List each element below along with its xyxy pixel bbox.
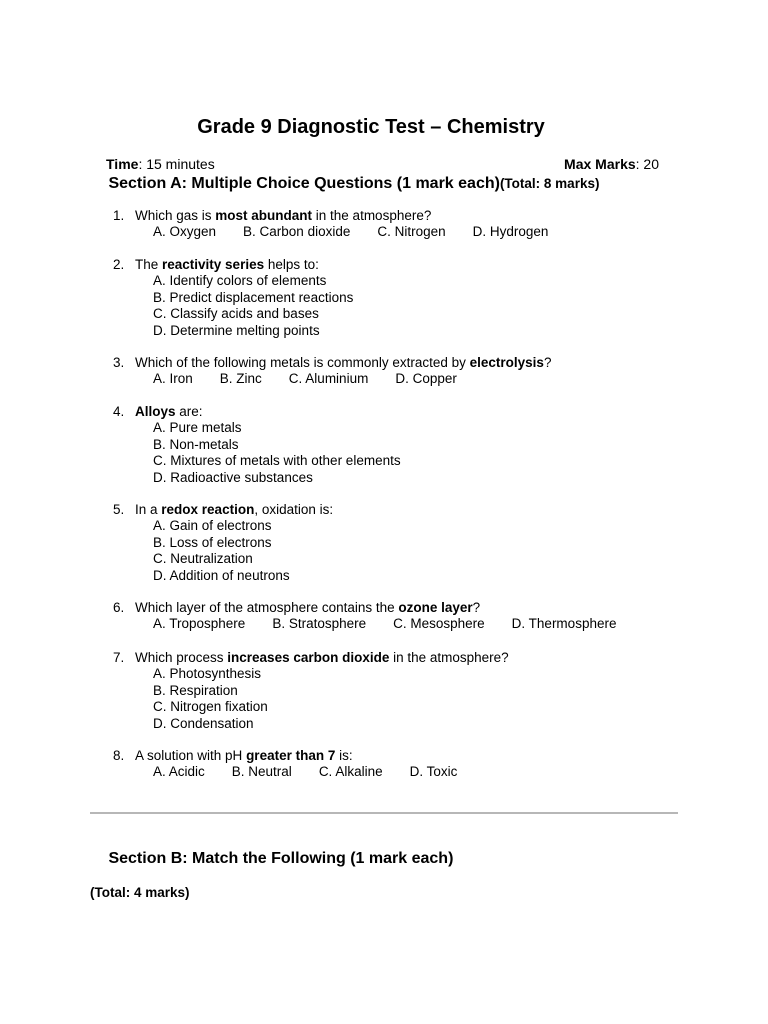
option: D. Copper xyxy=(395,371,457,387)
question-text: Which process xyxy=(135,650,228,665)
question-stem xyxy=(113,404,401,420)
option: B. Neutral xyxy=(231,764,292,780)
option: D. Determine melting points xyxy=(153,322,320,338)
question-stem xyxy=(113,600,643,616)
question-stem xyxy=(113,650,509,666)
question-text: helps to: xyxy=(264,257,319,272)
question-text: in the atmosphere? xyxy=(389,650,509,665)
option: B. Respiration xyxy=(153,682,238,698)
options xyxy=(153,616,643,632)
question-7 xyxy=(113,650,509,732)
question-stem xyxy=(113,257,353,273)
option: D. Addition of neutrons xyxy=(153,567,290,583)
option: B. Carbon dioxide xyxy=(243,224,351,240)
question-keyword: greater than 7 xyxy=(246,748,336,763)
option: A. Gain of electrons xyxy=(153,518,272,534)
question-number: 6. xyxy=(113,600,125,615)
option: B. Non-metals xyxy=(153,436,239,452)
options xyxy=(153,273,353,339)
question-number: 7. xyxy=(113,650,125,665)
option: A. Oxygen xyxy=(153,224,217,240)
question-1 xyxy=(113,208,575,241)
question-keyword: most abundant xyxy=(215,208,313,223)
section-a-heading xyxy=(90,175,599,193)
question-stem xyxy=(113,502,333,518)
question-stem xyxy=(113,748,484,764)
question-number: 3. xyxy=(113,355,125,370)
options xyxy=(153,764,484,780)
section-b-total: (Total: 4 marks) xyxy=(90,885,190,900)
option: C. Mesosphere xyxy=(393,616,485,632)
options xyxy=(153,371,551,387)
option: A. Identify colors of elements xyxy=(153,273,327,289)
question-stem xyxy=(113,355,551,371)
section-b-title: Section B: Match the Following (1 mark each) xyxy=(108,850,454,867)
option: A. Photosynthesis xyxy=(153,666,262,682)
question-number: 4. xyxy=(113,404,125,419)
question-text: In a xyxy=(135,502,162,517)
question-text: Which of the following metals is commonly extracted by xyxy=(135,355,470,370)
section-divider xyxy=(90,812,678,814)
page-title: Grade 9 Diagnostic Test – Chemistry xyxy=(197,116,545,138)
question-text: Which gas is xyxy=(135,208,216,223)
option: A. Iron xyxy=(153,371,193,387)
question-text: in the atmosphere? xyxy=(312,208,432,223)
option: A. Troposphere xyxy=(153,616,246,632)
question-number: 8. xyxy=(113,748,125,763)
question-text: , oxidation is: xyxy=(254,502,334,517)
question-number: 2. xyxy=(113,257,125,272)
question-keyword: ozone layer xyxy=(398,600,473,615)
option: D. Toxic xyxy=(409,764,458,780)
option: B. Loss of electrons xyxy=(153,534,272,550)
question-number: 5. xyxy=(113,502,125,517)
options xyxy=(153,224,575,240)
time-label: Time xyxy=(106,156,139,172)
question-keyword: Alloys xyxy=(135,404,176,419)
option: C. Nitrogen fixation xyxy=(153,699,268,715)
time-info xyxy=(106,156,215,172)
question-text: is: xyxy=(335,748,353,763)
option: B. Stratosphere xyxy=(272,616,367,632)
max-marks-label: Max Marks xyxy=(564,156,636,172)
option: C. Classify acids and bases xyxy=(153,306,319,322)
option: D. Radioactive substances xyxy=(153,469,313,485)
question-text: ? xyxy=(543,355,552,370)
max-marks-info xyxy=(564,156,659,172)
section-a-total: (Total: 8 marks) xyxy=(499,176,600,191)
option: C. Neutralization xyxy=(153,551,253,567)
option: A. Pure metals xyxy=(153,420,242,436)
section-a-title: Section A: Multiple Choice Questions (1 mark each) xyxy=(108,175,500,192)
question-text: ? xyxy=(472,600,481,615)
question-2 xyxy=(113,257,353,339)
question-keyword: redox reaction xyxy=(161,502,255,517)
option: B. Predict displacement reactions xyxy=(153,289,354,305)
options xyxy=(153,518,333,584)
question-text: The xyxy=(135,257,163,272)
option: C. Nitrogen xyxy=(377,224,446,240)
question-8 xyxy=(113,748,484,781)
question-keyword: increases carbon dioxide xyxy=(227,650,390,665)
option: C. Mixtures of metals with other elements xyxy=(153,453,401,469)
option: C. Alkaline xyxy=(318,764,383,780)
option: B. Zinc xyxy=(219,371,262,387)
option: D. Condensation xyxy=(153,715,254,731)
question-text: are: xyxy=(175,404,203,419)
max-marks-value: : 20 xyxy=(635,156,659,172)
options xyxy=(153,420,401,486)
question-keyword: reactivity series xyxy=(162,257,265,272)
time-value: : 15 minutes xyxy=(138,156,215,172)
option: D. Hydrogen xyxy=(472,224,549,240)
section-b-heading xyxy=(90,850,453,868)
question-3 xyxy=(113,355,551,388)
question-number: 1. xyxy=(113,208,125,223)
option: D. Thermosphere xyxy=(511,616,617,632)
options xyxy=(153,666,509,732)
question-5 xyxy=(113,502,333,584)
question-text: Which layer of the atmosphere contains the xyxy=(135,600,399,615)
question-text: A solution with pH xyxy=(135,748,247,763)
option: C. Aluminium xyxy=(288,371,369,387)
question-stem xyxy=(113,208,575,224)
option: A. Acidic xyxy=(153,764,205,780)
question-4 xyxy=(113,404,401,486)
question-keyword: electrolysis xyxy=(469,355,544,370)
question-6 xyxy=(113,600,643,633)
